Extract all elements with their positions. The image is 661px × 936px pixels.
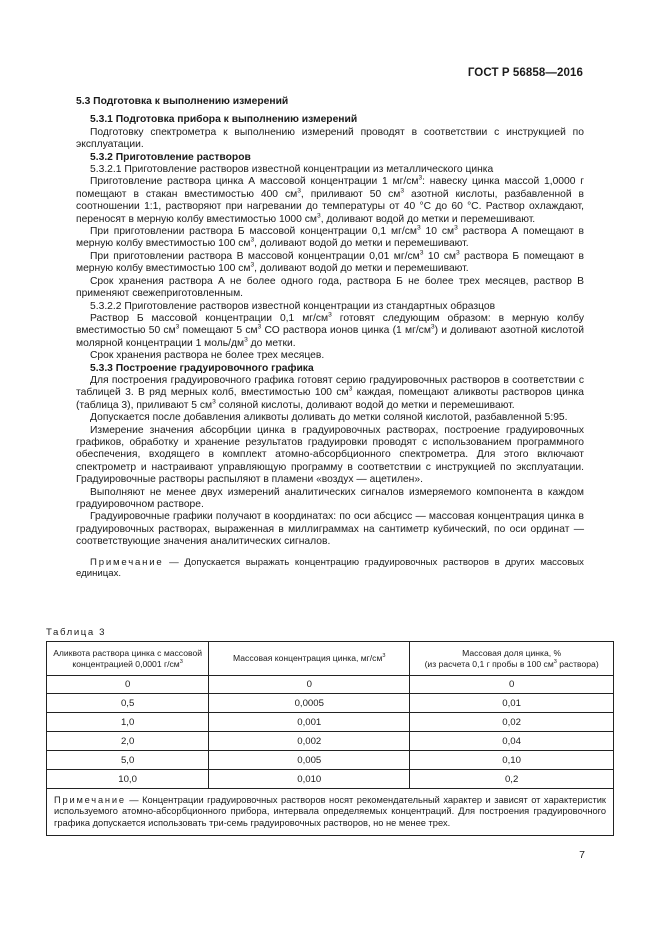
table-cell: 0 [410,676,614,694]
table-cell: 0,010 [209,770,410,789]
table-cell: 5,0 [47,751,209,770]
paragraph-calibration-1: Для построения градуировочного графика готовят серию градуировочных растворов в соответствии с таблицей 3. В ряд мерных колб, вместимостью 100 $см^3$ каждая, помещают аликвоты растворов цинка (таблица 3), приливают 5 $см^3$ соляной кислоты, доливают водой до метки и перемешивают. [76,374,584,411]
table-row [47,732,614,751]
section-5-3-2-title: 5.3.2 Приготовление растворов [90,151,251,163]
section-5-3-2-2-title: 5.3.2.2 Приготовление растворов известной концентрации из стандартных образцов [90,300,496,312]
table-row [47,694,614,713]
table-cell: 2,0 [47,732,209,751]
paragraph: Подготовку спектрометра к выполнению измерений проводят в соответствии с инструкцией по эксплуатации. [76,126,584,151]
paragraph-calibration-5: Градуировочные графики получают в координатах: по оси абсцисс — массовая концентрация цинка в градуировочных растворах, выраженная в миллиграммах на сантиметр кубический, по оси ординат — соответствующие значения аналитических сигналов. [76,511,584,548]
table-label: Таблица 3 [46,627,107,638]
table-row [47,676,614,694]
paragraph-storage-2: Срок хранения раствора не более трех месяцев. [90,350,325,362]
table-header-mass-fraction: Массовая доля цинка, % (из расчета 0,1 г пробы в 100 $см^3$ раствора) [410,642,614,676]
paragraph-solution-c: При приготовлении раствора В массовой концентрации 0,01 $мг/см^3$ 10 $см^3$ раствора Б помещают в мерную колбу вместимостью 100 $см^3$, доливают водой до метки и перемешивают. [76,249,584,275]
table-cell: 0,002 [209,732,410,751]
table-cell: 0 [47,676,209,694]
table-header-aliquot: Аликвота раствора цинка с массовой концентрацией 0,0001 $г/см^3$ [47,642,209,676]
paragraph-calibration-2: Допускается после добавления аликвоты доливать до метки соляной кислотой, разбавленной 5:95. [90,412,568,424]
table-cell: 0,001 [209,713,410,732]
page-number: 7 [579,849,585,861]
table-cell: 0,04 [410,732,614,751]
table-cell: 0,2 [410,770,614,789]
table-row [47,751,614,770]
paragraph-calibration-3: Измерение значения абсорбции цинка в градуировочных растворах, построение градуировочных графиков, обработку и хранение результатов градуировки проводят с использованием программного обеспечения, входящего в комплект атомно-абсорбционного спектрометра. Для этого включают спектрометр и настраивают управляющую программу в соответствии с инструкцией по эксплуатации. Градуировочные растворы распыляют в пламени «воздух — ацетилен». [76,424,584,486]
table-cell: 0,5 [47,694,209,713]
table-cell: 0,01 [410,694,614,713]
section-5-3-3-title: 5.3.3 Построение градуировочного графика [90,362,314,374]
table-cell: 0,0005 [209,694,410,713]
paragraph-storage: Срок хранения раствора А не более одного года, раствора Б не более трех месяцев, раствор В применяют свежеприготовленным. [76,275,584,300]
calibration-table [46,641,614,836]
standard-header: ГОСТ Р 56858—2016 [467,67,583,79]
main-text [76,96,584,588]
table-cell: 0,005 [209,751,410,770]
table-cell: 10,0 [47,770,209,789]
paragraph-calibration-4: Выполняют не менее двух измерений аналитических сигналов измеряемого компонента в каждом градуировочном растворе. [76,486,584,510]
section-5-3-title: 5.3 Подготовка к выполнению измерений [76,96,289,107]
table-note-row [47,789,614,836]
table-header-concentration: Массовая концентрация цинка, $мг/см^3$ [209,642,410,676]
table-row [47,770,614,789]
table-cell: 0,02 [410,713,614,732]
table-cell: 0 [209,676,410,694]
paragraph-solution-b: При приготовлении раствора Б массовой концентрации 0,1 $мг/см^3$ 10 $см^3$ раствора А помещают в мерную колбу вместимостью 100 $см^3$, доливают водой до метки и перемешивают. [76,224,584,250]
note-label: Примечание [90,556,164,568]
note: Примечание — Допускается выражать концентрацию градуировочных растворов в других массовых единицах. [76,556,584,580]
table-cell: 0,10 [410,751,614,770]
paragraph-solution-a: Приготовление раствора цинка А массовой концентрации 1 $мг/см^3$: навеску цинка массой 1,0000 г помещают в стакан вместимостью 400 $см^3$, приливают 50 $см^3$ азотной кислоты, разбавленной в соотношении 1:1, растворяют при нагревании до температуры от 40 °С до 60 °С. Раствор охлаждают, переносят в мерную колбу вместимостью 1000 $см^3$, доливают водой до метки и перемешивают. [76,175,585,225]
section-5-3-2-1-title: 5.3.2.1 Приготовление растворов известной концентрации из металлического цинка [90,164,494,176]
table-cell: 1,0 [47,713,209,732]
paragraph-standard-solution: Раствор Б массовой концентрации 0,1 $мг/см^3$ готовят следующим образом: в мерную колбу вместимостью 50 $см^3$ помещают 5 $см^3$ СО раствора ионов цинка (1 $мг/см^3$) и доливают азотной кислотой молярной концентрации 1 моль/$дм^3$ до метки. [76,311,584,349]
table-row [47,713,614,732]
table-note-label: Примечание [54,795,126,805]
table-note: Примечание — Концентрации градуировочных растворов носят рекомендательный характер и зависят от характеристик используемого атомно-абсорбционного прибора, интервала определяемых концентраций. Для построения градуировочного графика допускается использовать три-семь градуировочных растворов, но не менее трех. [47,789,614,836]
section-5-3-1-title: 5.3.1 Подготовка прибора к выполнению измерений [90,114,358,126]
